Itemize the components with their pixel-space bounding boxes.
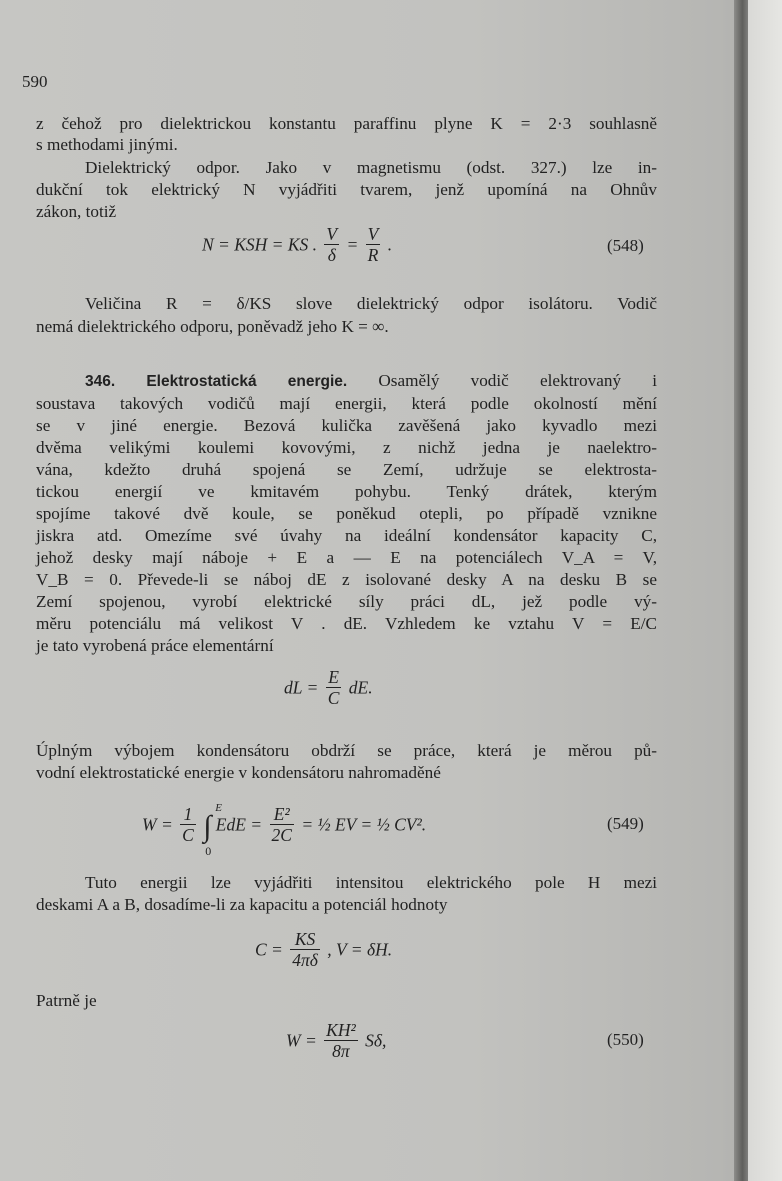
page-number: 590 [22,72,48,91]
text-line: soustava takových vodičů mají energii, která podle okolností mění [36,394,657,413]
fraction [326,667,342,708]
text-line: z čehož pro dielektrickou konstantu paraffinu plyne K = 2·3 souhlasně [36,114,657,133]
fraction [270,804,294,845]
fraction [180,804,196,845]
equation-operator: = [346,234,359,255]
text-line: nemá dielektrického odporu, poněvadž jeho K = ∞. [36,317,389,336]
fraction-numerator: 1 [180,804,196,825]
equation-number: (550) [607,1030,644,1049]
fraction-numerator: KS [290,929,320,950]
fraction [290,929,320,970]
equation-lhs: C = [255,939,283,960]
equation-lhs: N = KSH = KS . [202,234,318,255]
text-line: Patrně je [36,991,97,1010]
text-line: tickou energií ve kmitavém pohybu. Tenký drátek, kterým [36,482,657,501]
equation-lhs: W = [142,814,173,835]
text-line: Zemí spojenou, vyrobí elektrické síly práci dL, jež podle vý- [36,592,657,611]
fraction-numerator: E² [270,804,294,825]
equation-548 [202,226,392,267]
text-line: se v jiné energie. Bezová kulička zavěšená jako kyvadlo mezi [36,416,657,435]
equation-549 [142,801,427,858]
integral-lower-limit: 0 [205,843,212,858]
text-line: deskami A a B, dosadíme-li za kapacitu a potenciál hodnoty [36,895,448,914]
equation-lhs: W = [286,1030,317,1051]
equation-tail: , V = δH. [327,939,393,960]
text-line: dvěma velikými koulemi kovovými, z nichž jedna je naelektro- [36,438,657,457]
text-line: zákon, totiž [36,202,117,221]
fraction-numerator: V [367,224,379,244]
equation-tail: Sδ, [365,1030,387,1051]
section-title: Elektrostatická energie. [146,373,348,390]
text-line: Tuto energii lze vyjádřiti intensitou elektrického pole H mezi [85,873,657,892]
section-text-start: Osamělý vodič elektrovaný i [378,371,658,390]
text-line: Dielektrický odpor. Jako v magnetismu (odst. 327.) lze in- [85,158,657,177]
equation-tail: dE. [348,677,373,698]
section-number: 346. [85,373,116,390]
text-line: jiskra atd. Omezíme své úvahy na ideální kondensátor kapacity C, [36,526,657,545]
text-line: je tato vyrobená práce elementární [36,636,274,655]
equation-550 [286,1022,386,1063]
fraction-denominator: R [367,245,379,265]
equation-capacity [255,931,392,972]
fraction [366,224,381,265]
integral-sign: ∫ [203,809,212,843]
fraction-numerator: KH² [326,1020,356,1040]
fraction-denominator: 8π [332,1041,350,1061]
section-heading-line [85,370,657,392]
text-line: měru potenciálu má velikost V . dE. Vzhledem ke vztahu V = E/C [36,614,657,633]
fraction [324,224,339,265]
facing-page-edge [748,0,782,1181]
integrand: EdE = [215,814,263,835]
fraction-denominator: 2C [271,825,292,845]
equation-number: (549) [607,814,644,833]
integral-upper-limit: E [215,801,222,814]
text-line: vána, kdežto druhá spojená se Zemí, udržuje se elektrosta- [36,460,657,479]
equation-tail: . [387,234,393,255]
equation-dL [284,669,373,710]
text-line: jehož desky mají náboje + E a — E na potenciálech V_A = V, [36,548,657,567]
equation-lhs: dL = [284,677,319,698]
integral [203,801,222,858]
text-line: dukční tok elektrický N vyjádřiti tvarem, jenž upomíná na Ohnův [36,180,657,199]
fraction-denominator: 4πδ [292,950,318,970]
fraction-numerator: V [326,224,338,244]
fraction [324,1020,358,1061]
text-line: s methodami jinými. [36,135,178,154]
text-line: V_B = 0. Převede-li se náboj dE z isolované desky A na desku B se [36,570,657,589]
fraction-denominator: C [182,825,194,845]
equation-tail: = ½ EV = ½ CV². [301,814,427,835]
text-line: spojíme takové dvě koule, se poněkud otepli, po případě vznikne [36,504,657,523]
text-line: Úplným výbojem kondensátoru obdrží se práce, která je měrou pů- [36,741,657,760]
text-line: vodní elektrostatické energie v kondensátoru nahromaděné [36,763,441,782]
fraction-numerator: E [326,667,342,688]
text-line: Veličina R = δ/KS slove dielektrický odpor isolátoru. Vodič [85,294,657,313]
book-gutter-shadow [734,0,748,1181]
equation-number: (548) [607,236,644,255]
fraction-denominator: C [327,688,340,708]
fraction-denominator: δ [327,245,336,265]
